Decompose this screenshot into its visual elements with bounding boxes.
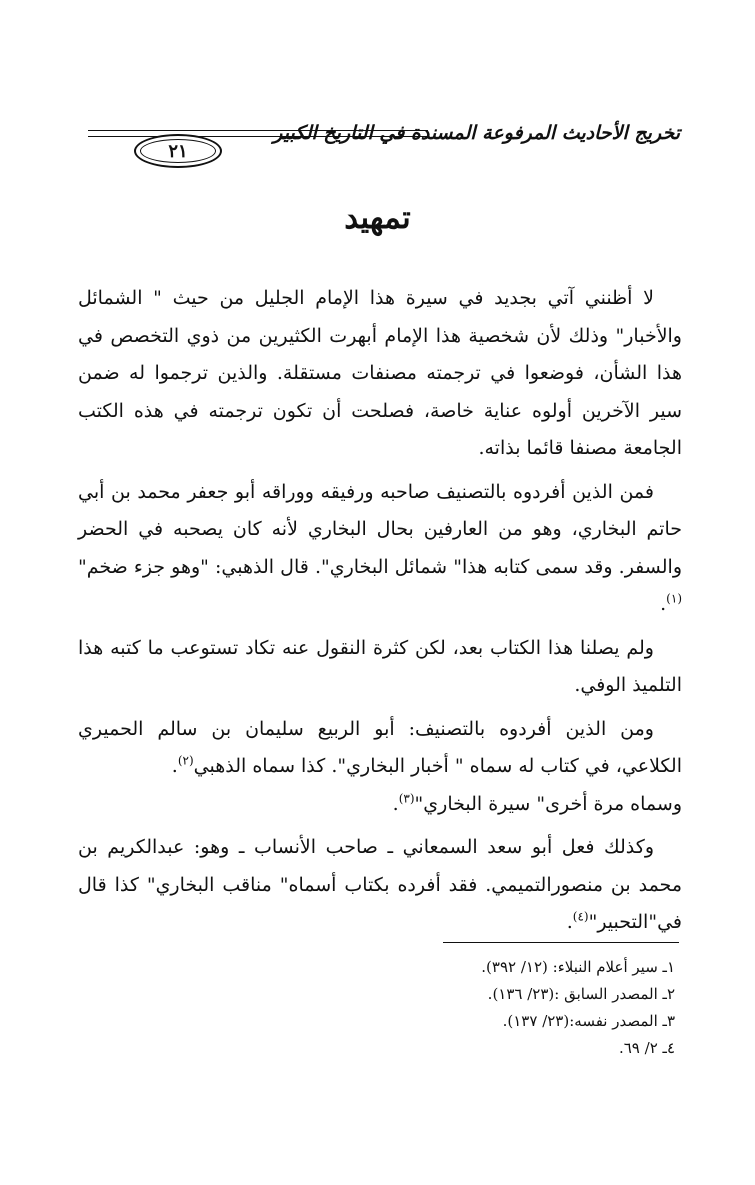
paragraph-6: وكذلك فعل أبو سعد السمعاني ـ صاحب الأنساب ـ وهو: عبدالكريم بن محمد بن منصورالتميمي. فقد أفرده بكتاب أسماه" مناقب البخاري" كذا قال في"التحبير"$^{(٤)}$. bbox=[78, 836, 682, 933]
footnote-4: ٤ـ ٢/ ٦٩. bbox=[618, 1039, 675, 1057]
paragraph-4: ومن الذين أفردوه بالتصنيف: أبو الربيع سليمان بن سالم الحميري الكلاعي، في كتاب له سماه " أخبار البخاري". كذا سماه الذهبي$^{(٢)}$. bbox=[78, 717, 682, 777]
footnote-separator bbox=[443, 942, 679, 943]
body-text bbox=[78, 280, 682, 948]
paragraph-3: ولم يصلنا هذا الكتاب بعد، لكن كثرة النقول عنه تكاد تستوعب ما كتبه هذا التلميذ الوفي. bbox=[78, 636, 682, 696]
footnote-1: ١ـ سير أعلام النبلاء: (١٢/ ٣٩٢). bbox=[481, 958, 675, 976]
paragraph-5: وسماه مرة أخرى" سيرة البخاري"$^{(٣)}$. bbox=[392, 791, 682, 815]
footnote-ref-3[interactable]: (٣) bbox=[398, 791, 415, 806]
page-number-oval bbox=[134, 134, 222, 168]
footnote-ref-1[interactable]: (١) bbox=[666, 591, 682, 606]
footnote-ref-2[interactable]: (٢) bbox=[177, 753, 194, 768]
header-rule-middle bbox=[336, 130, 428, 140]
footnote-ref-4[interactable]: (٤) bbox=[572, 909, 589, 924]
running-header bbox=[88, 112, 680, 162]
footnotes bbox=[255, 954, 675, 1062]
paragraph-2: فمن الذين أفردوه بالتصنيف صاحبه ورفيقه ووراقه أبو جعفر محمد بن أبي حاتم البخاري، وهو من العارفين بحال البخاري لأنه كان يصحبه في الحضر والسفر. وقد سمى كتابه هذا" شمائل البخاري". قال الذهبي: "وهو جزء ضخم"$^{(١)}$. bbox=[78, 480, 682, 615]
header-rule-left bbox=[88, 130, 336, 162]
paragraph-1: لا أظنني آتي بجديد في سيرة هذا الإمام الجليل من حيث " الشمائل والأخبار" وذلك لأن شخصية هذا الإمام أبهرت الكثيرين من ذوي التخصص في هذا الشأن، فوضعوا في ترجمته مصنفات مستقلة. والذين ترجموا له ضمن سير الآخرين أولوه عناية خاصة، فصلحت أن تكون ترجمته في هذه الكتب الجامعة مصنفا قائما بذاته. bbox=[78, 287, 682, 459]
running-header-title: تخريج الأحاديث المرفوعة المسندة في التاريخ الكبير bbox=[273, 122, 680, 144]
footnote-2: ٢ـ المصدر السابق :(٢٣/ ١٣٦). bbox=[487, 985, 675, 1003]
footnote-3: ٣ـ المصدر نفسه:(٢٣/ ١٣٧). bbox=[502, 1012, 675, 1030]
page-number: ٢١ bbox=[168, 141, 188, 162]
section-title: تمهيد bbox=[344, 200, 411, 236]
